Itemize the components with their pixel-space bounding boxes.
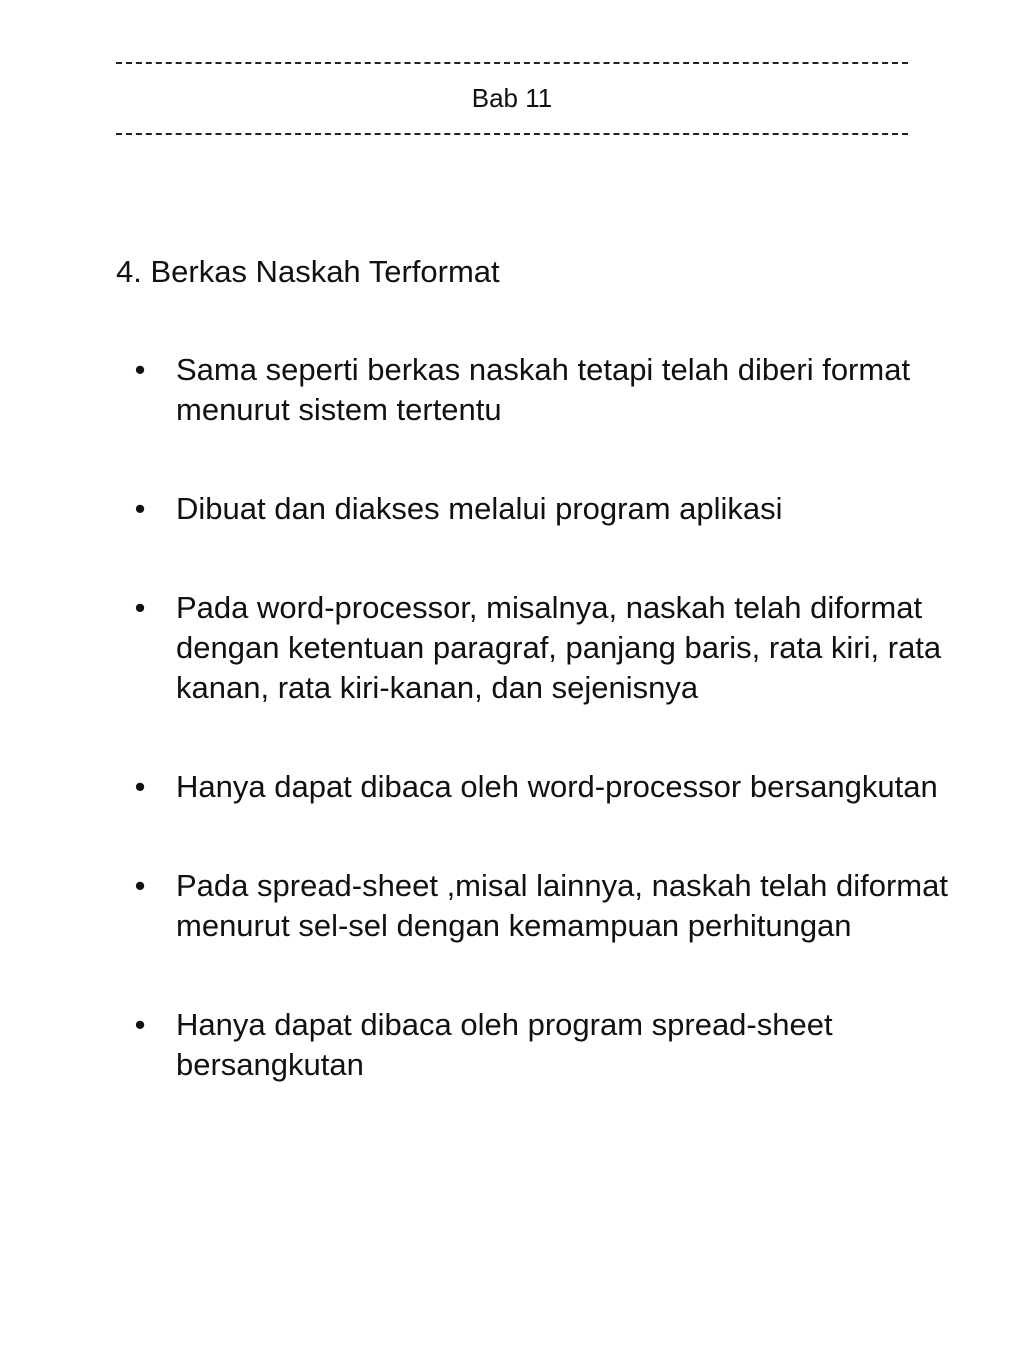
- bullet-text: Dibuat dan diakses melalui program aplikasi: [176, 491, 783, 526]
- bullet-item: [130, 1005, 970, 1085]
- bullet-item: [130, 489, 970, 529]
- bullet-icon: •: [134, 868, 146, 903]
- top-dashed-rule: [116, 62, 908, 64]
- bullet-text: Hanya dapat dibaca oleh word-processor bersangkutan: [176, 769, 938, 804]
- bullet-icon: •: [134, 352, 146, 387]
- bullet-text: Hanya dapat dibaca oleh program spread-sheet bersangkutan: [176, 1007, 833, 1082]
- bullet-item: [130, 767, 970, 807]
- bottom-dashed-rule: [116, 133, 908, 135]
- bullet-list: [130, 350, 970, 1144]
- bullet-item: [130, 866, 970, 946]
- chapter-title: Bab 11: [471, 83, 553, 113]
- bullet-icon: •: [134, 590, 146, 625]
- section-heading: 4. Berkas Naskah Terformat: [116, 254, 500, 289]
- bullet-text: Sama seperti berkas naskah tetapi telah diberi format menurut sistem tertentu: [176, 352, 911, 427]
- bullet-text: Pada word-processor, misalnya, naskah telah diformat dengan ketentuan paragraf, panjang baris, rata kiri, rata kanan, rata kiri-kanan, dan sejenisnya: [176, 590, 942, 705]
- bullet-icon: •: [134, 769, 146, 804]
- bullet-text: Pada spread-sheet ,misal lainnya, naskah telah diformat menurut sel-sel dengan kemampuan perhitungan: [176, 868, 948, 943]
- bullet-icon: •: [134, 1007, 146, 1042]
- bullet-icon: •: [134, 491, 146, 526]
- bullet-item: [130, 588, 970, 708]
- bullet-item: [130, 350, 970, 430]
